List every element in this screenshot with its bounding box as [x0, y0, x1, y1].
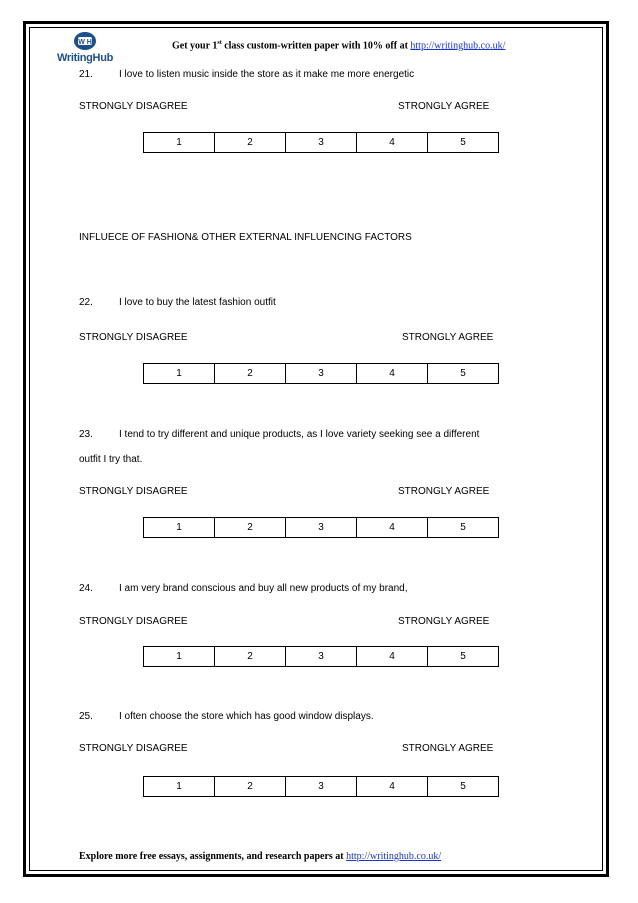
scale-label-disagree: STRONGLY DISAGREE: [79, 101, 188, 112]
rating-option-3[interactable]: 3: [286, 647, 357, 666]
rating-option-1[interactable]: 1: [144, 647, 215, 666]
scale-label-disagree: STRONGLY DISAGREE: [79, 486, 188, 497]
scale-label-agree: STRONGLY AGREE: [402, 743, 494, 754]
header-link[interactable]: http://writinghub.co.uk/: [410, 40, 506, 52]
logo-text: WritingHub: [56, 52, 114, 64]
rating-scale[interactable]: [143, 132, 499, 153]
rating-option-3[interactable]: 3: [286, 364, 357, 383]
section-heading: INFLUECE OF FASHION& OTHER EXTERNAL INFLUENCING FACTORS: [79, 232, 412, 243]
scale-label-agree: STRONGLY AGREE: [398, 101, 490, 112]
question-number: 25.: [79, 711, 93, 722]
writinghub-logo: [54, 30, 116, 66]
question-text: I often choose the store which has good window displays.: [119, 711, 374, 722]
question-number: 23.: [79, 429, 93, 440]
rating-scale[interactable]: [143, 776, 499, 797]
header-superscript: st: [217, 40, 222, 46]
rating-option-3[interactable]: 3: [286, 133, 357, 152]
question-text: I am very brand conscious and buy all new products of my brand,: [119, 583, 408, 594]
page-footer: [79, 851, 441, 862]
svg-text:W H: W H: [78, 39, 92, 46]
question-text-continued: outfit I try that.: [79, 454, 143, 465]
logo-badge-icon: [54, 30, 116, 54]
footer-link[interactable]: http://writinghub.co.uk/: [346, 851, 442, 862]
rating-option-2[interactable]: 2: [215, 518, 286, 537]
scale-label-agree: STRONGLY AGREE: [398, 486, 490, 497]
rating-option-1[interactable]: 1: [144, 518, 215, 537]
scale-label-disagree: STRONGLY DISAGREE: [79, 332, 188, 343]
scale-label-agree: STRONGLY AGREE: [398, 616, 490, 627]
rating-scale[interactable]: [143, 517, 499, 538]
header-text-continued: class custom-written paper with 10% off at: [221, 40, 411, 52]
rating-option-5[interactable]: 5: [460, 781, 466, 792]
rating-option-5[interactable]: 5: [460, 651, 466, 662]
rating-option-3[interactable]: 3: [286, 777, 357, 796]
rating-scale[interactable]: [143, 363, 499, 384]
rating-option-5[interactable]: 5: [460, 368, 466, 379]
question-number: 21.: [79, 69, 93, 80]
rating-option-4[interactable]: 4: [357, 133, 428, 152]
rating-scale[interactable]: [143, 646, 499, 667]
scale-label-disagree: STRONGLY DISAGREE: [79, 743, 188, 754]
rating-option-1[interactable]: 1: [144, 777, 215, 796]
rating-option-5[interactable]: 5: [460, 137, 466, 148]
question-text: I love to listen music inside the store as it make me more energetic: [119, 69, 415, 80]
question-text: I tend to try different and unique products, as I love variety seeking see a different: [119, 429, 480, 440]
rating-option-2[interactable]: 2: [215, 647, 286, 666]
rating-option-4[interactable]: 4: [357, 777, 428, 796]
rating-option-2[interactable]: 2: [215, 777, 286, 796]
scale-label-disagree: STRONGLY DISAGREE: [79, 616, 188, 627]
question-text: I love to buy the latest fashion outfit: [119, 297, 276, 308]
rating-option-4[interactable]: 4: [357, 364, 428, 383]
header-text: Get your 1: [172, 40, 218, 52]
footer-text: Explore more free essays, assignments, and research papers at: [79, 851, 347, 862]
rating-option-4[interactable]: 4: [357, 647, 428, 666]
rating-option-1[interactable]: 1: [144, 133, 215, 152]
page-header: [172, 40, 505, 51]
rating-option-2[interactable]: 2: [215, 133, 286, 152]
rating-option-2[interactable]: 2: [215, 364, 286, 383]
rating-option-3[interactable]: 3: [286, 518, 357, 537]
scale-label-agree: STRONGLY AGREE: [402, 332, 494, 343]
rating-option-4[interactable]: 4: [357, 518, 428, 537]
rating-option-1[interactable]: 1: [144, 364, 215, 383]
question-number: 24.: [79, 583, 93, 594]
rating-option-5[interactable]: 5: [460, 522, 466, 533]
question-number: 22.: [79, 297, 93, 308]
